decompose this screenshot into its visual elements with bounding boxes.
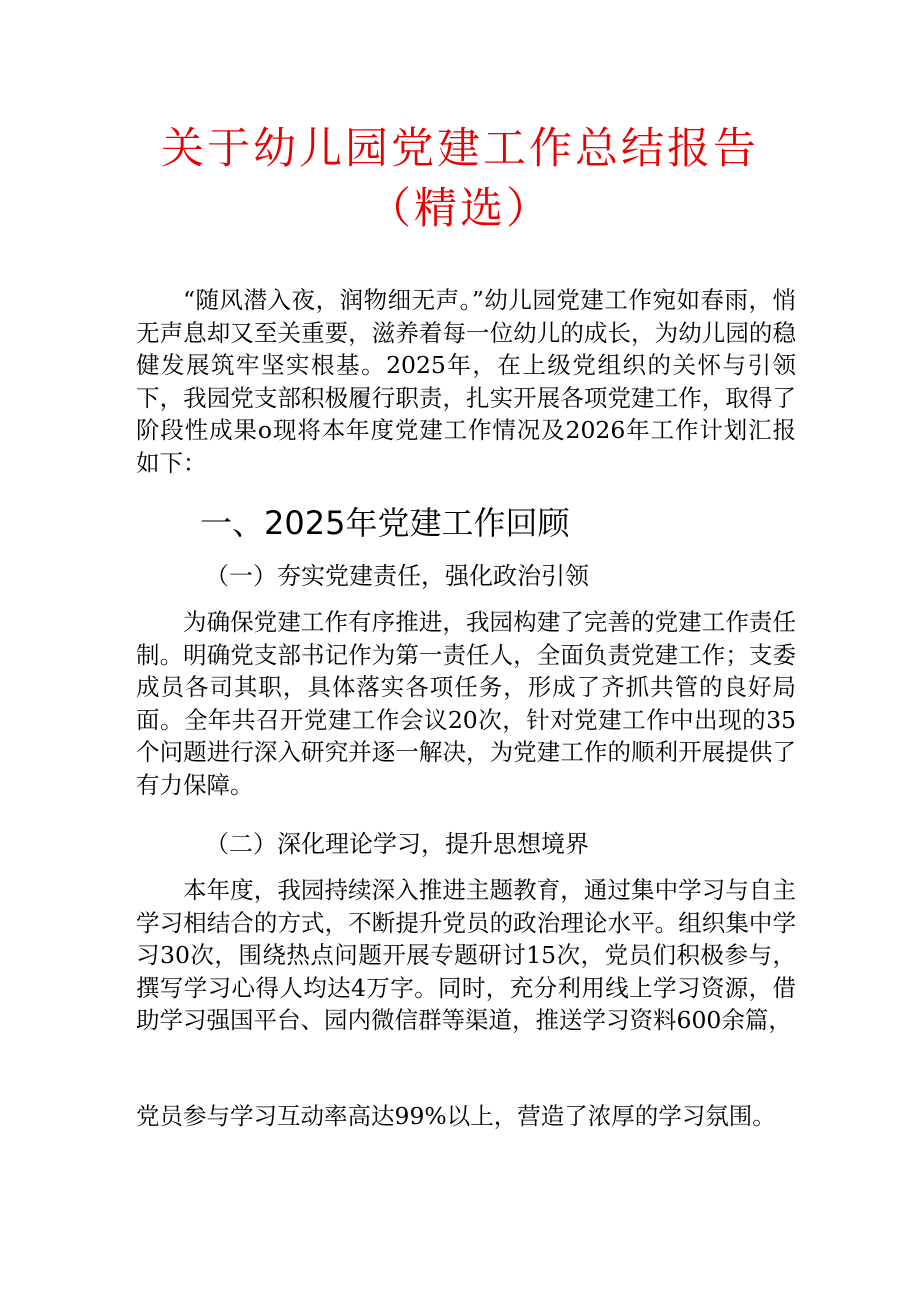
document-title: 关于幼儿园党建工作总结报告 xyxy=(161,124,759,174)
subsection-heading-responsibility: （一）夯实党建责任，强化政治引领 xyxy=(205,562,589,590)
paragraph-study: 本年度，我园持续深入推进主题教育，通过集中学习与自主学习相结合的方式，不断提升党员的政治理论水平。组织集中学习30次，围绕热点问题开展专题研讨15次，党员们积极参与，撰写学习心得人均达4万字。同时，充分利用线上学习资源，借助学习强国平台、园内微信群等渠道，推送学习资料600余篇， xyxy=(136,876,796,1034)
intro-paragraph: “随风潜入夜，润物细无声。”幼儿园党建工作宛如春雨，悄无声息却又至关重要，滋养着每一位幼儿的成长，为幼儿园的稳健发展筑牢坚实根基。2025年，在上级党组织的关怀与引领下，我园党支部积极履行职责，扎实开展各项党建工作，取得了阶段性成果o现将本年度党建工作情况及2026年工作计划汇报如下： xyxy=(136,286,796,477)
paragraph-study-continued: 党员参与学习互动率高达99%以上，营造了浓厚的学习氛围。 xyxy=(136,1102,776,1130)
section-heading-review: 一、2025年党建工作回顾 xyxy=(200,504,570,542)
paragraph-responsibility: 为确保党建工作有序推进，我园构建了完善的党建工作责任制。明确党支部书记作为第一责任人，全面负责党建工作；支委成员各司其职，具体落实各项任务，形成了齐抓共管的良好局面。全年共召开党建工作会议20次，针对党建工作中出现的35个问题进行深入研究并逐一解决，为党建工作的顺利开展提供了有力保障。 xyxy=(136,608,796,799)
document-subtitle: （精选） xyxy=(368,184,552,234)
subsection-heading-study: （二）深化理论学习，提升思想境界 xyxy=(205,830,589,858)
